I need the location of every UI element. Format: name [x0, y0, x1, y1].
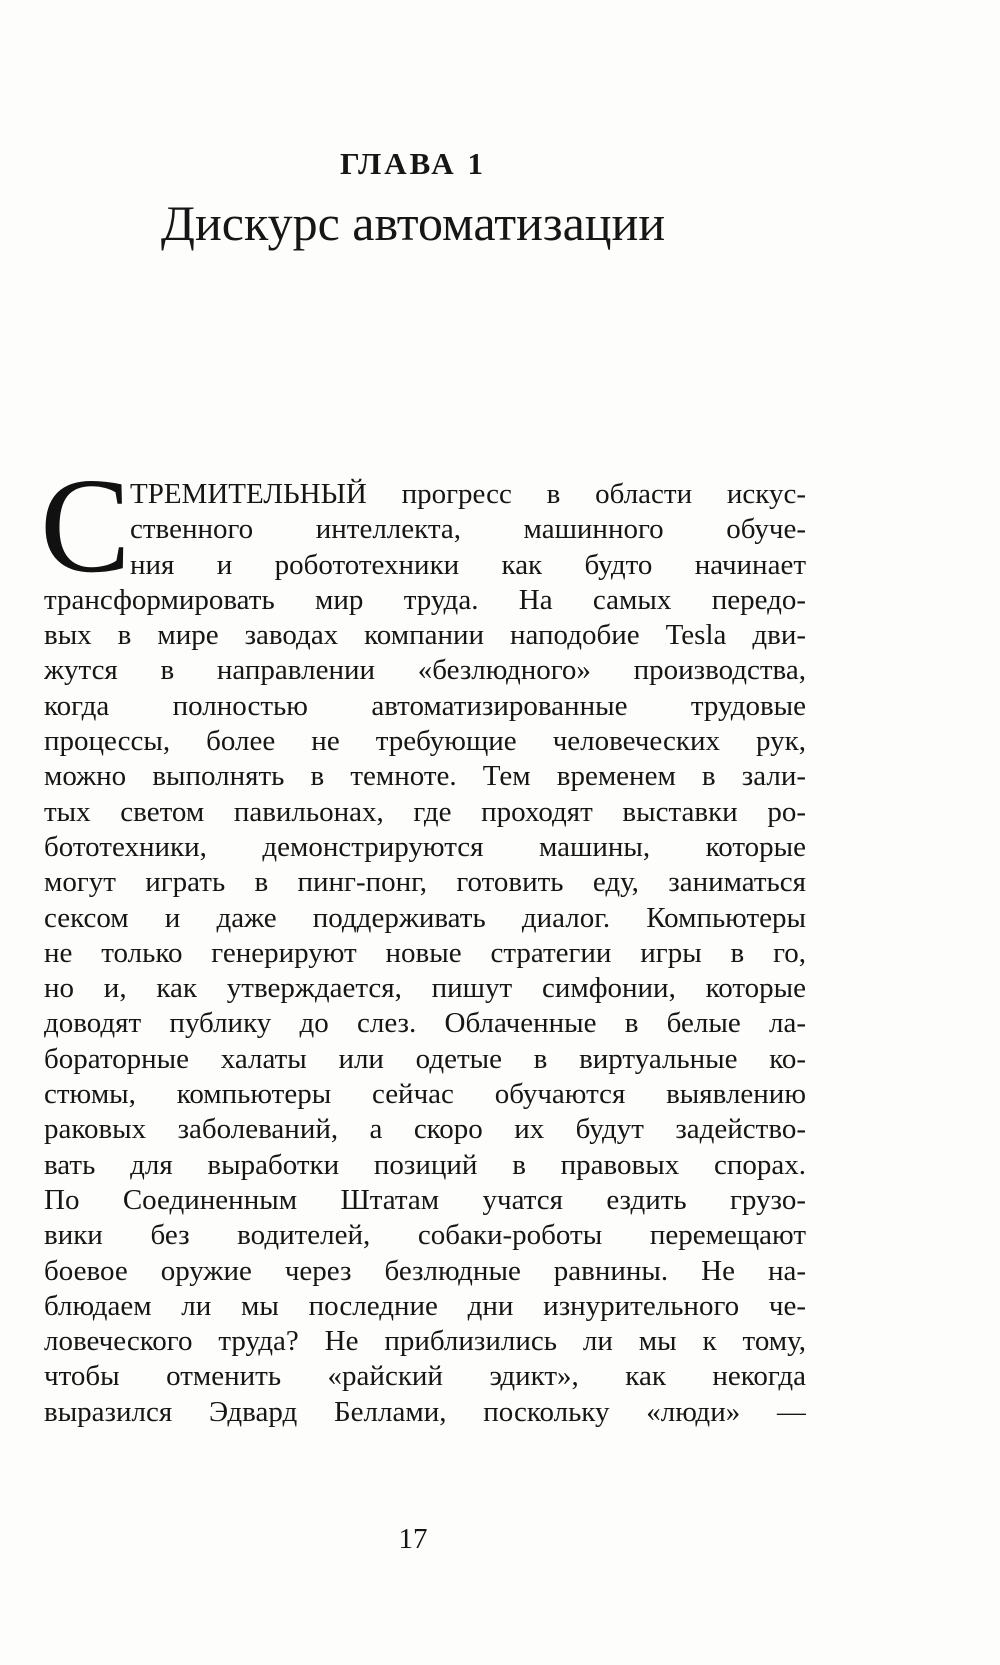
body-line-13: сексом и даже поддерживать диалог. Компьютеры — [44, 901, 806, 934]
body-line-21: По Соединенным Штатам учатся ездить грузо- — [44, 1183, 806, 1216]
body-line-9: можно выполнять в темноте. Тем временем в зали- — [44, 760, 806, 793]
body-line-23: боевое оружие через безлюдные равнины. Не на- — [44, 1254, 806, 1287]
body-line-11: бототехники, демонстрируются машины, которые — [44, 830, 806, 863]
body-line-10: тых светом павильонах, где проходят выставки ро- — [44, 795, 806, 828]
body-line-20: вать для выработки позиций в правовых спорах. — [44, 1148, 806, 1181]
body-line-15: но и, как утверждается, пишут симфонии, которые — [44, 972, 806, 1005]
body-line-19: раковых заболеваний, а скоро их будут задейство- — [44, 1113, 806, 1146]
body-line-7: когда полностью автоматизированные трудовые — [44, 689, 806, 722]
page-number: 17 — [398, 1523, 428, 1555]
first-line-rest: прогресс в области искус- — [401, 478, 806, 510]
body-line-12: могут играть в пинг-понг, готовить еду, заниматься — [44, 866, 806, 899]
body-line-17: бораторные халаты или одетые в виртуальные ко- — [44, 1042, 806, 1075]
chapter-label: ГЛАВА 1 — [340, 146, 486, 181]
body-line-18: стюмы, компьютеры сейчас обучаются выявлению — [44, 1078, 806, 1111]
chapter-title: Дискурс автоматизации — [160, 195, 666, 251]
body-line-2: ственного интеллекта, машинного обуче- — [130, 513, 806, 546]
body-line-16: доводят публику до слез. Облаченные в белые ла- — [44, 1007, 806, 1040]
body-line-25: ловеческого труда? Не приблизились ли мы к тому, — [44, 1325, 806, 1358]
body-line-1 — [130, 477, 806, 512]
body-line-22: вики без водителей, собаки-роботы перемещают — [44, 1219, 806, 1252]
body-line-5: вых в мире заводах компании наподобие Tesla дви- — [44, 619, 806, 652]
body-line-6: жутся в направлении «безлюдного» производства, — [44, 654, 806, 687]
body-line-14: не только генерируют новые стратегии игры в го, — [44, 936, 806, 969]
body-line-26: чтобы отменить «райский эдикт», как некогда — [44, 1360, 806, 1393]
body-paragraph — [44, 477, 806, 1430]
body-line-24: блюдаем ли мы последние дни изнурительного че- — [44, 1289, 806, 1322]
drop-cap-letter: С — [40, 451, 131, 601]
body-line-3: ния и робототехники как будто начинает — [130, 548, 806, 581]
body-line-27: выразился Эдвард Беллами, поскольку «люди» — — [44, 1395, 806, 1428]
body-line-4: трансформировать мир труда. На самых передо- — [44, 583, 806, 616]
body-line-8: процессы, более не требующие человеческих рук, — [44, 725, 806, 758]
first-word-smallcaps: ТРЕМИТЕЛЬНЫЙ — [130, 478, 367, 510]
